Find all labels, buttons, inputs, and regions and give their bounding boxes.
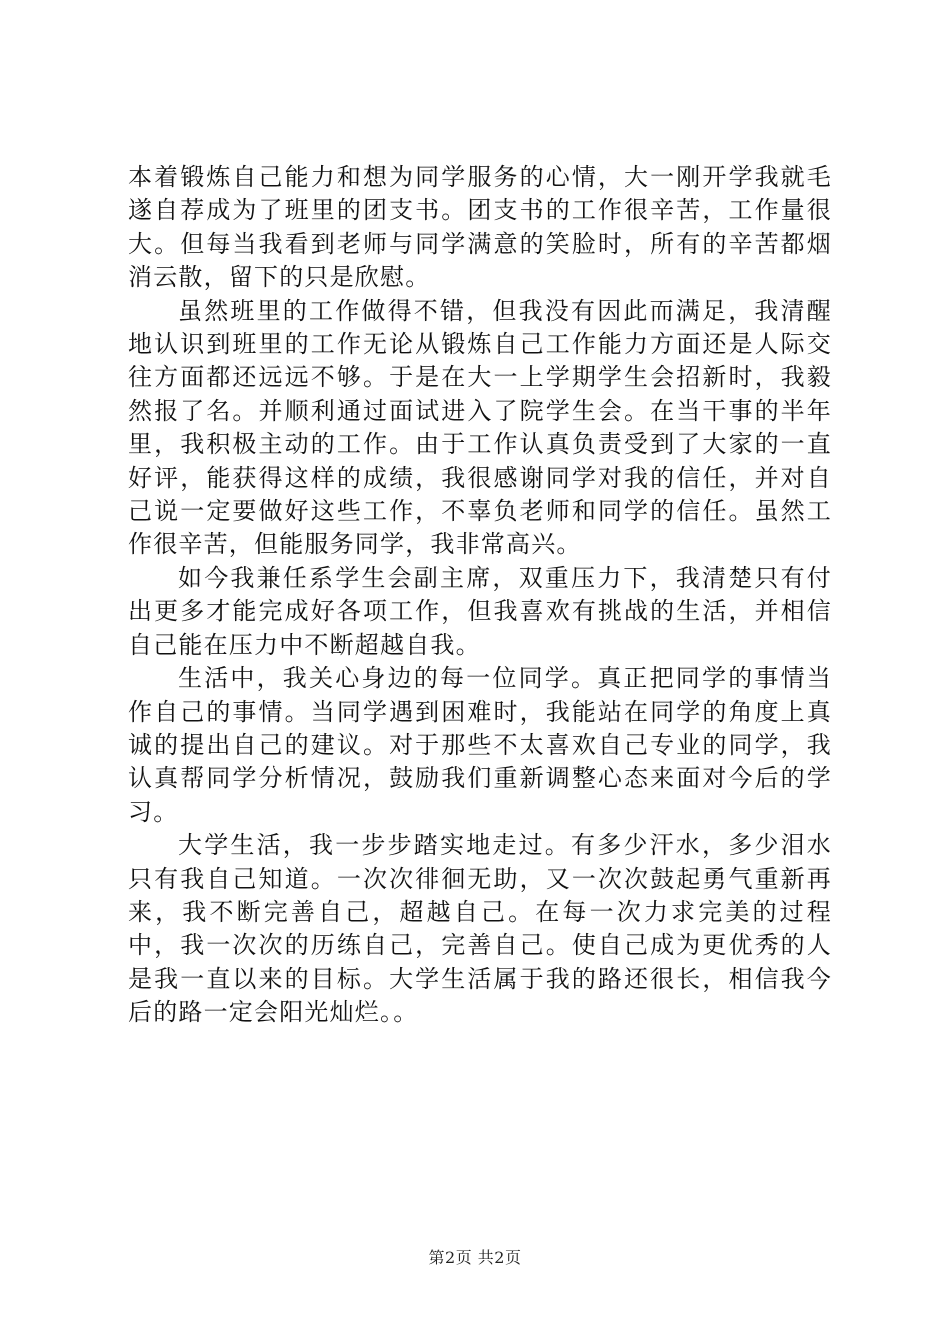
paragraph-2: 虽然班里的工作做得不错，但我没有因此而满足，我清醒地认识到班里的工作无论从锻炼自己工作能力方面还是人际交往方面都还远远不够。于是在大一上学期学生会招新时，我毅然报了名。并顺利通过面试进入了院学生会。在当干事的半年里，我积极主动的工作。由于工作认真负责受到了大家的一直好评，能获得这样的成绩，我很感谢同学对我的信任，并对自己说一定要做好这些工作，不辜负老师和同学的信任。虽然工作很辛苦，但能服务同学，我非常高兴。 bbox=[128, 296, 832, 559]
paragraph-1: 本着锻炼自己能力和想为同学服务的心情，大一刚开学我就毛遂自荐成为了班里的团支书。团支书的工作很辛苦，工作量很大。但每当我看到老师与同学满意的笑脸时，所有的辛苦都烟消云散，留下的只是欣慰。 bbox=[128, 163, 832, 292]
paragraph-5: 大学生活，我一步步踏实地走过。有多少汗水，多少泪水只有我自己知道。一次次徘徊无助，又一次次鼓起勇气重新再来，我不断完善自己，超越自己。在每一次力求完美的过程中，我一次次的历练自己，完善自己。使自己成为更优秀的人是我一直以来的目标。大学生活属于我的路还很长，相信我今后的路一定会阳光灿烂。。 bbox=[128, 831, 832, 1027]
page-footer bbox=[0, 1245, 950, 1268]
page-number-label: 第2页 共2页 bbox=[428, 1248, 522, 1267]
paragraph-4: 生活中，我关心身边的每一位同学。真正把同学的事情当作自己的事情。当同学遇到困难时，我能站在同学的角度上真诚的提出自己的建议。对于那些不太喜欢自己专业的同学，我认真帮同学分析情况，鼓励我们重新调整心态来面对今后的学习。 bbox=[128, 664, 832, 826]
document-body bbox=[128, 161, 832, 1030]
paragraph-3: 如今我兼任系学生会副主席，双重压力下，我清楚只有付出更多才能完成好各项工作，但我喜欢有挑战的生活，并相信自己能在压力中不断超越自我。 bbox=[128, 563, 832, 659]
